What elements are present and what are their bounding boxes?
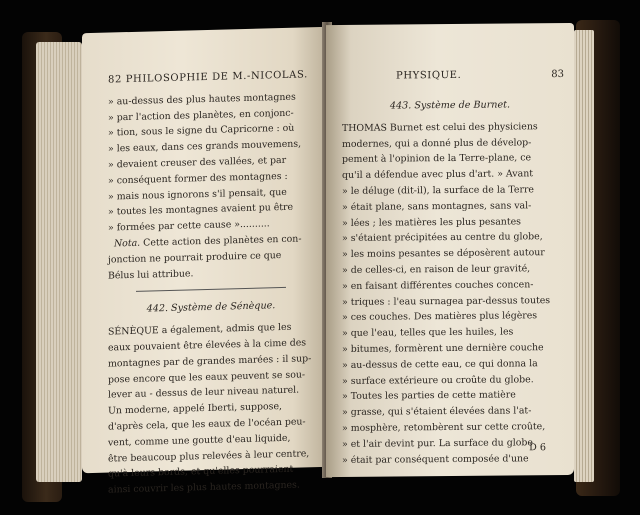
text-line: ainsi couvrir les plus hautes montagnes. [108, 479, 300, 496]
text-line: » au-dessus de cette eau, ce qui donna la [342, 357, 538, 371]
right-running-head: PHYSIQUE. [396, 69, 462, 82]
text-line: pement à l'opinion de la Terre-plane, ce [342, 152, 532, 166]
left-page-edges [36, 42, 82, 482]
right-page-text [342, 97, 558, 468]
text-line: » ces couches. Des matières plus légères [342, 310, 538, 324]
text-line: jonction ne pourrait produire ce que [108, 249, 282, 266]
text-line: d'après cela, que les eaux de l'océan peu- [108, 416, 306, 433]
text-line: » conséquent former des montagnes : [108, 170, 288, 187]
text-line: » était par conséquent composée d'une [342, 452, 529, 466]
text-line: eaux pouvaient être élevées à la cime des [108, 337, 307, 354]
text-line: qu'à leurs bords, et qu'elles pourraient [108, 464, 294, 480]
text-line: » formées par cette cause ».......... [108, 218, 270, 234]
left-page-text [108, 67, 314, 498]
text-line: être beaucoup plus relevées à leur centre, [108, 447, 310, 465]
text-line: » lées ; les matières les plus pesantes [342, 215, 521, 229]
text-line: » et l'air devint pur. La surface du globe [342, 437, 533, 450]
text-line: Un moderne, appelé Iberti, suppose, [108, 401, 282, 417]
section-heading-443: 443. Système de Burnet. [389, 99, 511, 112]
signature-mark: D 6 [529, 442, 546, 454]
text-line: » mais nous ignorons s'il pensait, que [108, 186, 287, 203]
right-page-edges [574, 30, 594, 482]
text-line: » de celles-ci, en raison de leur gravité, [342, 263, 531, 276]
page-number: 83 [551, 69, 564, 81]
text-line: » triques : l'eau surnagea par-dessus toutes [342, 294, 551, 308]
left-body-lines [108, 319, 314, 498]
text-line: Bélus lui attribue. [108, 267, 194, 282]
text-line: » tion, sous le signe du Capricorne : où [108, 123, 295, 139]
open-book [22, 14, 620, 500]
text-line: qu'il a défendue avec plus d'art. » Avant [342, 168, 534, 182]
text-line: lever au - dessus de leur niveau naturel. [108, 384, 300, 401]
right-page [326, 23, 574, 477]
text-line: » Toutes les parties de cette matière [342, 389, 516, 403]
text-line: » surface extérieure ou croûte du globe. [342, 373, 534, 387]
left-top-lines [108, 89, 314, 237]
text-line: » par l'action des planètes, en conjonc- [108, 107, 294, 124]
text-line: » en faisant différentes couches concen- [342, 279, 534, 292]
text-line: » le déluge (dit-il), la surface de la Terre [342, 184, 534, 197]
text-line: » grasse, qui s'étaient élevées dans l'at- [342, 405, 532, 419]
left-running-head: 82 PHILOSOPHIE DE M.-NICOLAS. [108, 69, 308, 86]
note-block [108, 231, 314, 284]
text-line: modernes, qui a donné plus de dévelop- [342, 136, 532, 150]
text-line: THOMAS Burnet est celui des physiciens [342, 121, 538, 134]
text-line: » devaient creuser des vallées, et par [108, 154, 287, 171]
text-line: » les eaux, dans ces grands mouvemens, [108, 138, 302, 155]
section-rule [136, 287, 286, 292]
text-line: » au-dessus des plus hautes montagnes [108, 91, 296, 108]
text-line: » toutes les montagnes avaient pu être [108, 202, 294, 218]
section-heading-442: 442. Système de Sénèque. [146, 300, 276, 315]
text-line: » que l'eau, telles que les huiles, les [342, 326, 514, 340]
note-text: Cette action des planètes en con- [143, 233, 302, 249]
text-line: vent, comme une goutte d'eau liquide, [108, 432, 291, 449]
text-line: » bitumes, formèrent une dernière couche [342, 342, 544, 355]
note-label: Nota. [113, 237, 141, 250]
text-line: » les moins pesantes se déposèrent autour [342, 247, 545, 261]
text-line: » était plane, sans montagnes, sans val- [342, 200, 532, 213]
left-page [82, 27, 330, 496]
text-line: » mosphère, retombèrent sur cette croûte, [342, 421, 546, 434]
text-line: SÉNÈQUE a également, admis que les [108, 321, 292, 338]
text-line: » s'étaient précipitées au centre du globe, [342, 231, 543, 245]
right-body-lines [342, 119, 558, 468]
text-line: montagnes par de grandes marées : il sup- [108, 352, 312, 370]
text-line: pose encore que les eaux peuvent se sou- [108, 368, 306, 386]
